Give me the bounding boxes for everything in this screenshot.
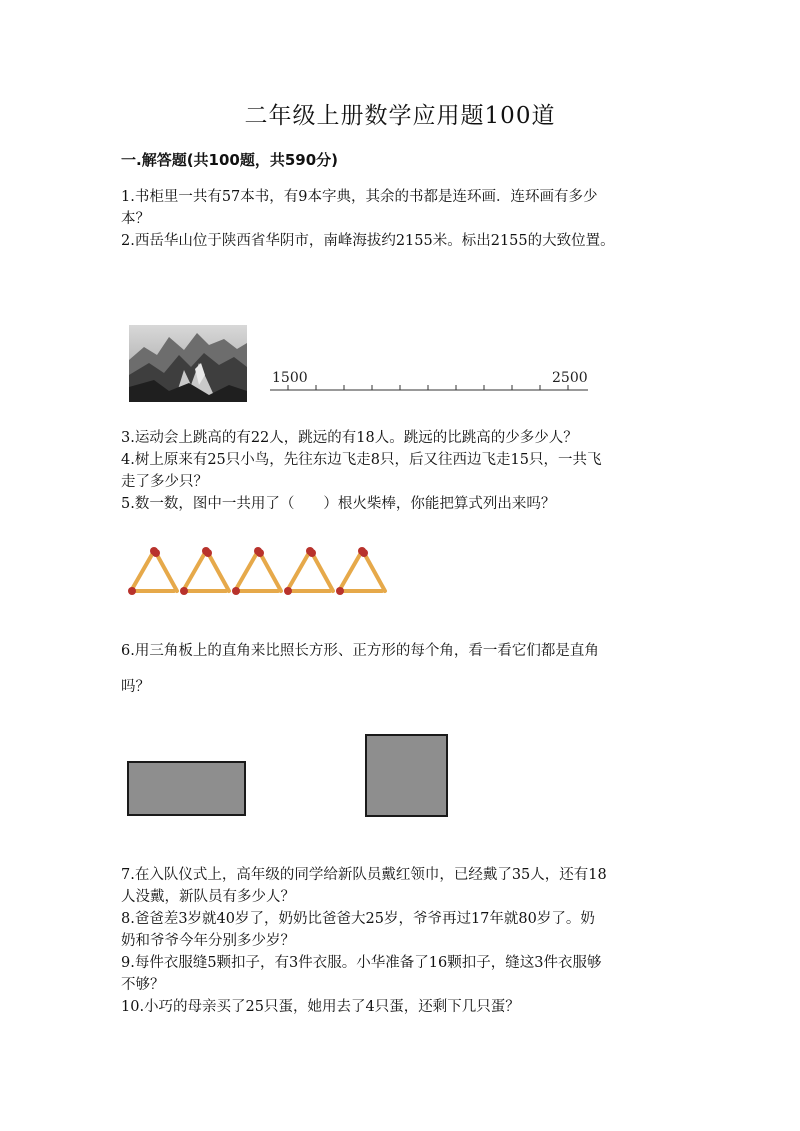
match-head xyxy=(336,587,344,595)
matchstick xyxy=(287,551,310,591)
rectangle-shape xyxy=(127,761,246,816)
matchstick xyxy=(235,551,258,591)
question-6-line1: 6.用三角板上的直角来比照长方形、正方形的每个角，看一看它们都是直角 xyxy=(121,643,599,659)
section-header: 一.解答题(共100题，共590分) xyxy=(121,151,339,169)
number-line-start-label: 1500 xyxy=(272,370,308,386)
question-6-line2: 吗？ xyxy=(121,679,150,695)
matchstick xyxy=(183,551,206,591)
matchstick xyxy=(208,553,229,591)
matchstick xyxy=(260,553,281,591)
question-5: 5.数一数，图中一共用了（ ）根火柴棒，你能把算式列出来吗？ xyxy=(121,496,556,512)
question-2: 2.西岳华山位于陕西省华阴市，南峰海拔约2155米。标出2155的大致位置。 xyxy=(121,233,615,249)
page-title: 二年级上册数学应用题100道 xyxy=(244,103,556,129)
question-3: 3.运动会上跳高的有22人，跳远的有18人。跳远的比跳高的少多少人？ xyxy=(121,430,578,446)
match-head xyxy=(360,549,368,557)
question-7: 7.在入队仪式上，高年级的同学给新队员戴红领巾，已经戴了35人，还有18 人没戴，新队员有多少人？ xyxy=(121,867,607,905)
question-10: 10.小巧的母亲买了25只蛋，她用去了4只蛋，还剩下几只蛋？ xyxy=(121,999,520,1015)
match-head xyxy=(308,549,316,557)
match-head xyxy=(128,587,136,595)
match-head xyxy=(284,587,292,595)
number-line xyxy=(268,364,598,404)
matchstick xyxy=(364,553,385,591)
matchstick-figure xyxy=(122,545,397,597)
match-head xyxy=(232,587,240,595)
matchstick xyxy=(156,553,177,591)
matchstick xyxy=(312,553,333,591)
square-shape xyxy=(365,734,448,817)
question-9: 9.每件衣服缝5颗扣子，有3件衣服。小华准备了16颗扣子，缝这3件衣服够 不够？ xyxy=(121,955,602,993)
matchstick xyxy=(339,551,362,591)
match-head xyxy=(180,587,188,595)
number-line-end-label: 2500 xyxy=(552,370,588,386)
match-head xyxy=(152,549,160,557)
match-head xyxy=(204,549,212,557)
mountain-photo xyxy=(129,325,247,402)
question-4: 4.树上原来有25只小鸟，先往东边飞走8只，后又往西边飞走15只，一共飞 走了多少只？ xyxy=(121,452,602,490)
number-line-ticks xyxy=(288,385,568,390)
matchstick xyxy=(131,551,154,591)
question-8: 8.爸爸差3岁就40岁了，奶奶比爸爸大25岁，爷爷再过17年就80岁了。奶 奶和爷爷今年分别多少岁？ xyxy=(121,911,595,949)
question-1: 1.书柜里一共有57本书，有9本字典，其余的书都是连环画．连环画有多少 本？ xyxy=(121,189,598,227)
match-head xyxy=(256,549,264,557)
